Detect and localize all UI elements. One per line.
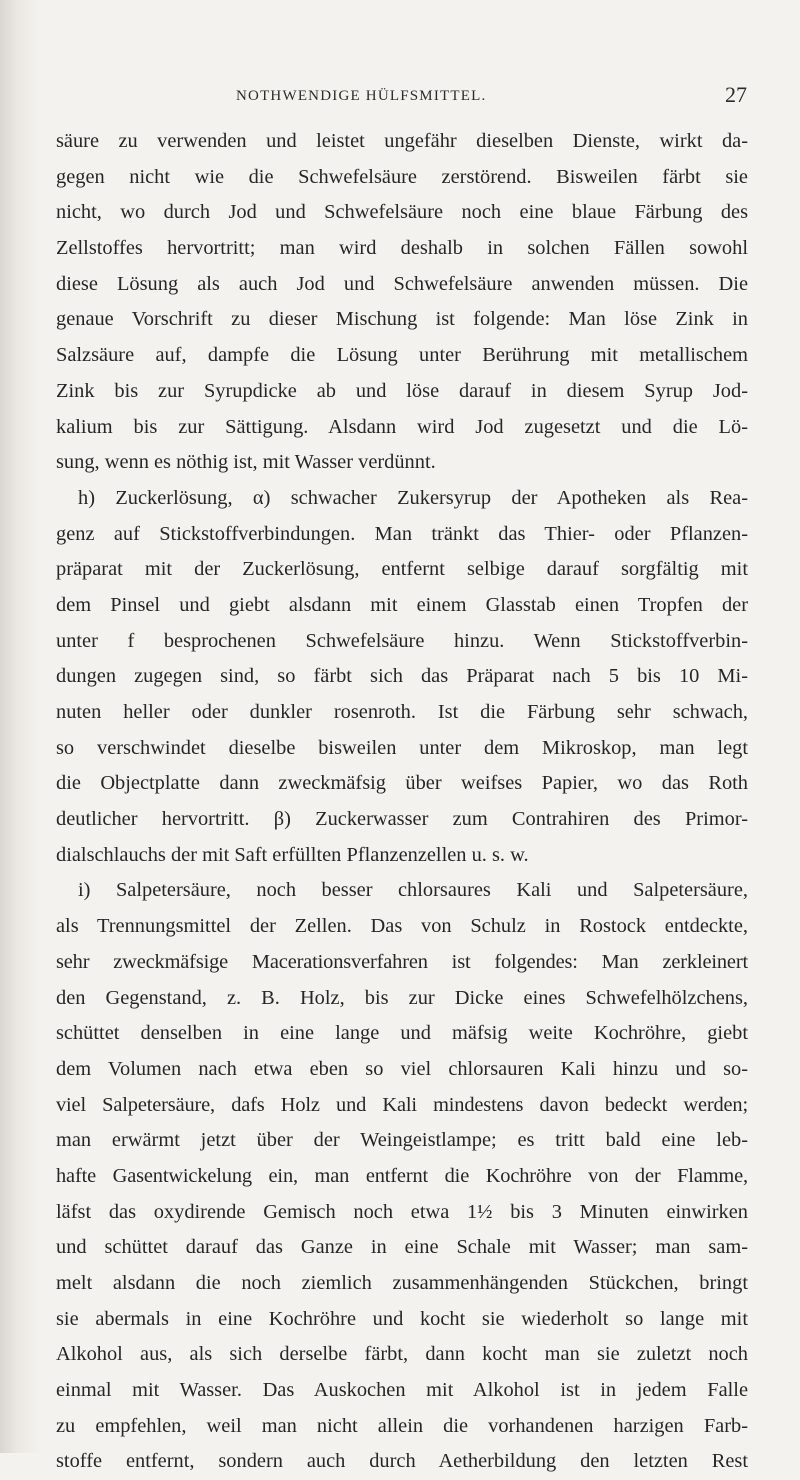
text-line: hafte Gasentwickelung ein, man entfernt die Kochröhre von der Flamme, bbox=[56, 1164, 748, 1187]
text-line: schüttet denselben in eine lange und mäfsig weite Kochröhre, giebt bbox=[56, 1022, 748, 1045]
text-line: und schüttet darauf das Ganze in eine Schale mit Wasser; man sam- bbox=[56, 1236, 748, 1259]
text-line: nicht, wo durch Jod und Schwefelsäure noch eine blaue Färbung des bbox=[56, 201, 748, 224]
text-line: kalium bis zur Sättigung. Alsdann wird Jod zugesetzt und die Lö- bbox=[56, 415, 748, 438]
text-line: melt alsdann die noch ziemlich zusammenhängenden Stückchen, bringt bbox=[56, 1272, 748, 1294]
text-line: sie abermals in eine Kochröhre und kocht sie wiederholt so lange mit bbox=[56, 1307, 748, 1330]
text-line: säure zu verwenden und leistet ungefähr dieselben Dienste, wirkt da- bbox=[56, 130, 748, 152]
page-edge-shadow bbox=[0, 0, 40, 1453]
text-line: Salzsäure auf, dampfe die Lösung unter Berührung mit metallischem bbox=[56, 344, 748, 367]
text-line: die Objectplatte dann zweckmäfsig über weifses Papier, wo das Roth bbox=[56, 772, 748, 795]
text-line: i) Salpetersäure, noch besser chlorsaures Kali und Salpetersäure, bbox=[78, 879, 748, 902]
text-line: präparat mit der Zuckerlösung, entfernt selbige darauf sorgfältig mit bbox=[56, 558, 748, 581]
text-line: dungen zugegen sind, so färbt sich das Präparat nach 5 bis 10 Mi- bbox=[56, 665, 748, 688]
text-line: genz auf Stickstoffverbindungen. Man tränkt das Thier- oder Pflanzen- bbox=[56, 522, 748, 545]
text-line: dem Pinsel und giebt alsdann mit einem Glasstab einen Tropfen der bbox=[56, 593, 748, 616]
text-line: einmal mit Wasser. Das Auskochen mit Alkohol ist in jedem Falle bbox=[56, 1379, 748, 1402]
text-line: man erwärmt jetzt über der Weingeistlampe; es tritt bald eine leb- bbox=[56, 1129, 748, 1152]
text-line: Zink bis zur Syrupdicke ab und löse darauf in diesem Syrup Jod- bbox=[56, 379, 748, 402]
text-line: als Trennungsmittel der Zellen. Das von Schulz in Rostock entdeckte, bbox=[56, 915, 748, 938]
text-line: genaue Vorschrift zu dieser Mischung ist folgende: Man löse Zink in bbox=[56, 308, 748, 331]
text-line: gegen nicht wie die Schwefelsäure zerstörend. Bisweilen färbt sie bbox=[56, 165, 748, 188]
running-head: NOTHWENDIGE HÜLFSMITTEL. bbox=[236, 88, 487, 104]
text-line: sehr zweckmäfsige Macerationsverfahren ist folgendes: Man zerkleinert bbox=[56, 950, 748, 973]
text-line: unter f besprochenen Schwefelsäure hinzu. Wenn Stickstoffverbin- bbox=[56, 629, 748, 652]
text-line: dialschlauchs der mit Saft erfüllten Pflanzenzellen u. s. w. bbox=[56, 843, 529, 866]
text-line: Zellstoffes hervortritt; man wird deshalb in solchen Fällen sowohl bbox=[56, 237, 748, 260]
text-line: h) Zuckerlösung, α) schwacher Zukersyrup der Apotheken als Rea- bbox=[78, 486, 748, 509]
text-line: viel Salpetersäure, dafs Holz und Kali mindestens davon bedeckt werden; bbox=[56, 1093, 748, 1116]
text-line: diese Lösung als auch Jod und Schwefelsäure anwenden müssen. Die bbox=[56, 272, 748, 295]
page-number: 27 bbox=[725, 82, 747, 107]
page-header bbox=[0, 82, 800, 112]
text-line: den Gegenstand, z. B. Holz, bis zur Dicke eines Schwefelhölzchens, bbox=[56, 986, 748, 1009]
text-line: zu empfehlen, weil man nicht allein die vorhandenen harzigen Farb- bbox=[56, 1414, 748, 1437]
text-line: sung, wenn es nöthig ist, mit Wasser verdünnt. bbox=[56, 451, 436, 474]
text-line: so verschwindet dieselbe bisweilen unter dem Mikroskop, man legt bbox=[56, 736, 748, 759]
text-line: läfst das oxydirende Gemisch noch etwa 1½ bis 3 Minuten einwirken bbox=[56, 1200, 748, 1223]
body-text bbox=[56, 124, 748, 1480]
text-line: stoffe entfernt, sondern auch durch Aetherbildung den letzten Rest bbox=[56, 1450, 748, 1473]
text-line: Alkohol aus, als sich derselbe färbt, dann kocht man sie zuletzt noch bbox=[56, 1343, 748, 1366]
text-line: dem Volumen nach etwa eben so viel chlorsauren Kali hinzu und so- bbox=[56, 1057, 748, 1080]
text-line: nuten heller oder dunkler rosenroth. Ist die Färbung sehr schwach, bbox=[56, 701, 748, 723]
text-line: deutlicher hervortritt. β) Zuckerwasser zum Contrahiren des Primor- bbox=[56, 808, 748, 831]
